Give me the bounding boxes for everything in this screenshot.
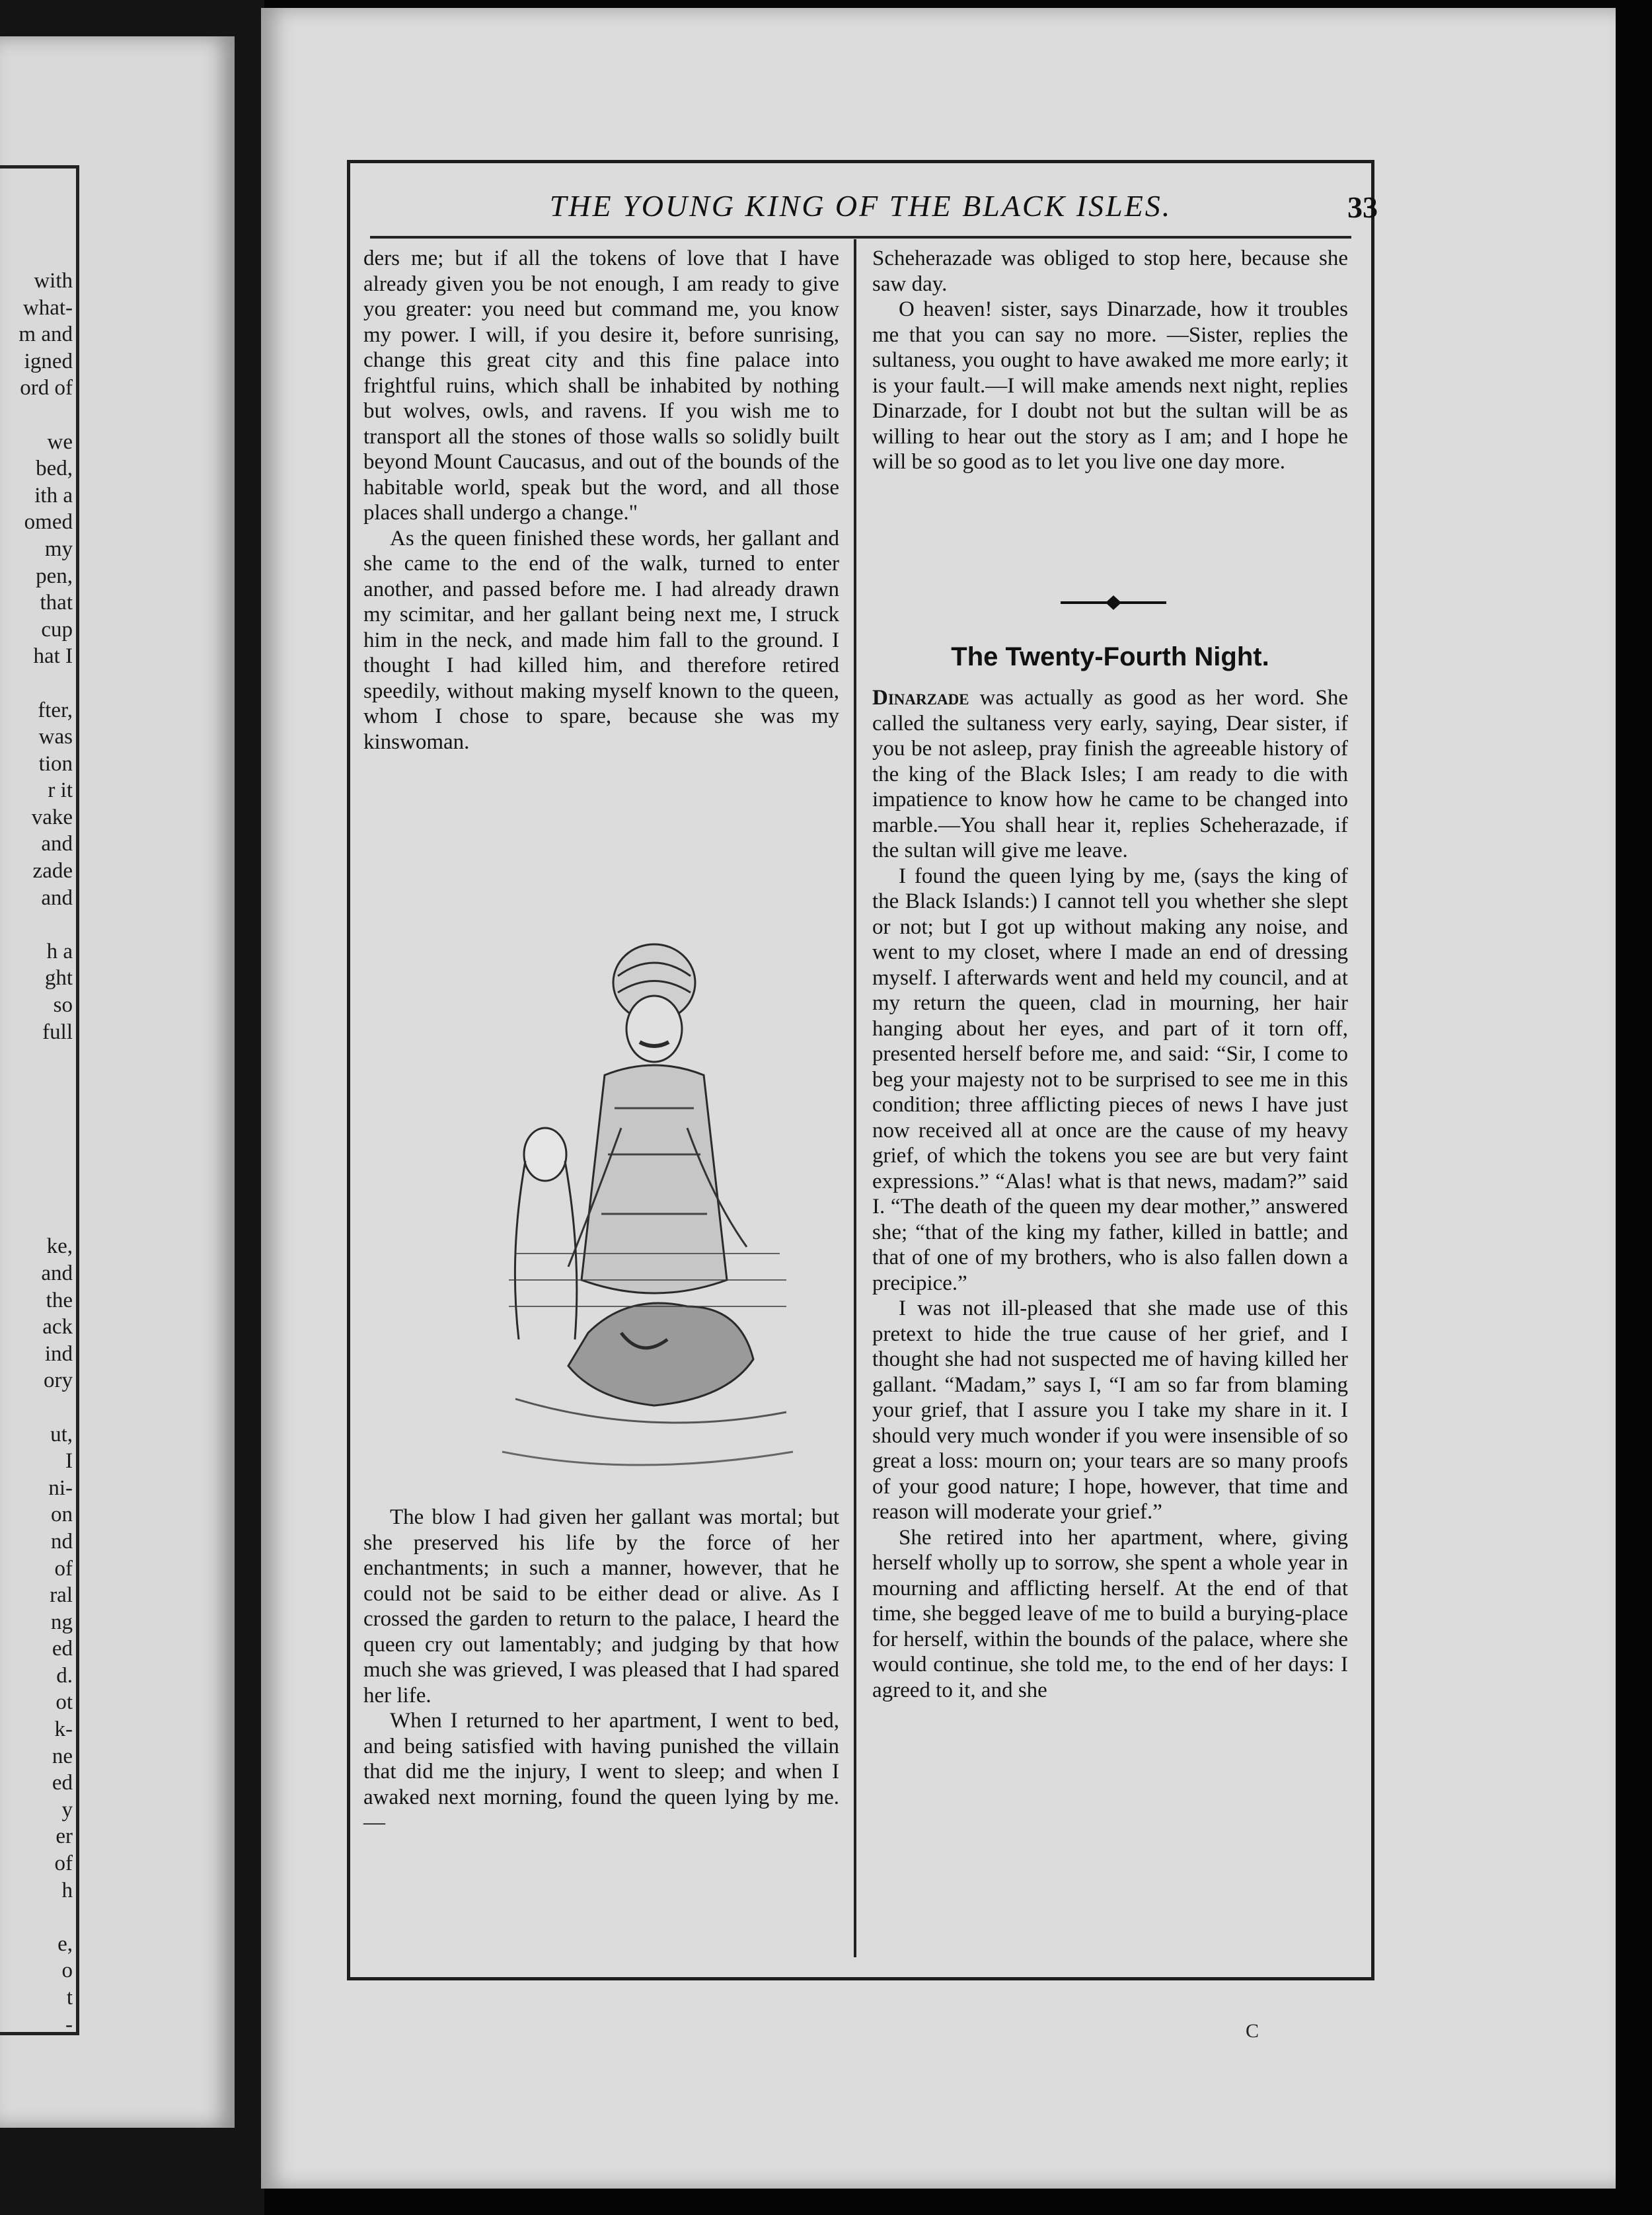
first-paragraph (872, 685, 1348, 864)
facing-page-fragment: of (54, 1852, 73, 1876)
facing-page-fragment: o (61, 1959, 73, 1983)
facing-page-fragment (0, 911, 73, 938)
facing-page-fragment: m and (19, 322, 73, 347)
facing-page-fragment: ut, (50, 1422, 73, 1446)
facing-page-fragment (0, 1099, 73, 1126)
facing-page-fragment (0, 402, 73, 429)
facing-page-fragment: vake (31, 805, 73, 829)
facing-page-fragment: so (53, 993, 73, 1018)
facing-page-fragment: of (54, 1556, 73, 1581)
facing-page-fragment (0, 1180, 73, 1207)
paragraph: Scheherazade was obliged to stop here, because she saw day. (872, 246, 1348, 296)
facing-page-fragment: ght (44, 966, 73, 991)
facing-page-fragment: that (40, 591, 73, 615)
facing-page-fragment: hat I (33, 644, 73, 669)
facing-page-fragment: fter, (38, 698, 73, 722)
facing-page-fragment: ed (52, 1637, 73, 1661)
facing-page-fragment: we (47, 430, 73, 454)
right-column-top-text (872, 246, 1348, 475)
facing-page-fragment: was (38, 725, 73, 749)
facing-page-fragment (0, 1072, 73, 1100)
facing-page-fragment (0, 1045, 73, 1072)
facing-page-fragment (0, 670, 73, 697)
facing-page-fragment (0, 1126, 73, 1153)
facing-page-text-fragments (0, 268, 73, 2038)
facing-page-fragment: ord of (20, 376, 73, 400)
facing-page-fragment: and (41, 885, 73, 910)
running-title: THE YOUNG KING OF THE BLACK ISLES. (549, 189, 1172, 223)
facing-page-fragment: full (42, 1020, 73, 1044)
paragraph: As the queen finished these words, her gallant and she came to the end of the walk, turned to enter another, and passed before me. I had already drawn my scimitar, and her gallant being next me, I struck him in the neck, and made him fall to the ground. I thought I had killed him, and therefore retired speedily, without making myself known to the queen, whom I chose to spare, because she was my kinswoman. (363, 526, 839, 754)
facing-page-fragment: ral (50, 1583, 73, 1608)
facing-page-fragment: bed, (36, 457, 73, 481)
facing-page-fragment: and (41, 1261, 73, 1285)
paragraph: I was not ill-pleased that she made use of this pretext to hide the true cause of her grief, and I thought she had not suspected me of having killed her gallant. “Madam,” says I, “I am so far from blaming your grief, that I assure you I take my share in it. I should very much wonder if you were insensible of so great a loss: mourn on; your tears are so many proofs of your good nature; I hope, however, that time and reason will moderate your grief.” (872, 1296, 1348, 1524)
book-page (261, 8, 1616, 2189)
paragraph: ders me; but if all the tokens of love that I have already given you be not enough, I am ready to give you greater: you need but command me, you know my power. I will, if you desire it, before sunrising, change this great city and this fine palace into frightful ruins, which shall be inhabited by nothing but wolves, owls, and ravens. If you wish me to transport all the stones of those walls so solidly built beyond Mount Caucasus, and out of the bounds of the habitable world, speak but the word, and all those places shall undergo a change." (363, 246, 839, 525)
facing-page-fragment (0, 1207, 73, 1234)
facing-page-fragment: er (56, 1824, 73, 1849)
left-column-bottom-text (363, 1505, 839, 1836)
facing-page-fragment: h (61, 1878, 73, 1902)
facing-page-fragment: ed (52, 1771, 73, 1795)
facing-page-fragment: d. (56, 1663, 73, 1688)
facing-page-fragment: e, (57, 1932, 73, 1956)
facing-page-fragment: igned (24, 349, 73, 373)
paragraph: O heaven! sister, says Dinarzade, how it troubles me that you can say no more. —Sister, replies the sultaness, you ought to have awaked me more early; it is your fault.—I will make amends next night, replies Dinarzade, for I doubt not but the sultan will be as willing to hear out the story as I am; and I hope he will be so good as to let you live one day more. (872, 297, 1348, 474)
page-number: 33 (1347, 190, 1378, 224)
section-ornament (1061, 593, 1166, 613)
first-paragraph-rest: was actually as good as her word. She called the sultaness very early, saying, Dear sister, if you be not asleep, pray finish the agreeable history of the king of the Black Isles; I am ready to die with impatience to know how he came to be changed into marble.—You shall hear it, replies Scheherazade, if the sultan will give me leave. (872, 686, 1348, 862)
facing-page-fragment: and (41, 832, 73, 856)
facing-page-fragment: I (65, 1449, 73, 1474)
lead-word: Dinarzade (872, 686, 969, 710)
facing-page-fragment: tion (38, 751, 73, 776)
signature-mark: C (1246, 2020, 1259, 2042)
left-column-top-text (363, 246, 839, 755)
header-rule (370, 236, 1351, 239)
facing-page-fragment: ith a (34, 483, 73, 507)
paragraph: The blow I had given her gallant was mortal; but she preserved his life by the force of her enchantments; in such a manner, however, that he could not be said to be either dead or alive. As I crossed the garden to return to the palace, I heard the queen cry out lamentably; and judging by that how much she was grieved, I was pleased that I had spared her life. (363, 1505, 839, 1708)
facing-page-fragment: r it (48, 778, 73, 803)
facing-page-fragment: ot (56, 1690, 73, 1715)
engraving-illustration (489, 936, 800, 1478)
facing-page-fragment: cup (41, 617, 73, 642)
facing-page-fragment: ind (44, 1341, 73, 1366)
column-divider (854, 239, 856, 1957)
paragraph: I found the queen lying by me, (says the king of the Black Islands:) I cannot tell you whether she slept or not; but I got up without making any noise, and went to my closet, where I made an end of dressing myself. I afterwards went and held my council, and at my return the queen, clad in mourning, her hair hanging about her eyes, and part of it torn off, presented herself before me, and said: “Sir, I come to beg your majesty not to be surprised to see me in this condition; three afflicting pieces of news I have just now received all at once are the cause of my heavy grief, of which the tokens you see are but very faint expressions.” “Alas! what is that news, madam?” said I. “The death of the queen my dear mother,” answered she; “that of the king my father, killed in battle; and that of one of my brothers, who is also fallen down a precipice.” (872, 864, 1348, 1295)
chapter-heading: The Twenty-Fourth Night. (951, 642, 1269, 671)
facing-page-fragment: ne (52, 1744, 73, 1768)
facing-page-fragment: y (61, 1797, 73, 1822)
facing-page (0, 36, 235, 2128)
facing-page-fragment: t (66, 1986, 73, 2009)
facing-page-fragment: my (44, 537, 73, 561)
facing-page-fragment: ory (44, 1369, 73, 1393)
facing-page-fragment: ke, (46, 1234, 73, 1259)
facing-page-fragment: what- (22, 295, 73, 320)
facing-page-fragment: ni- (48, 1476, 73, 1500)
facing-page-fragment: nd (51, 1529, 73, 1554)
facing-page-fragment (0, 1394, 73, 1421)
facing-page-fragment: zade (32, 859, 73, 883)
page-frame (347, 160, 1378, 1980)
paragraph: When I returned to her apartment, I went to bed, and being satisfied with having punished the villain that did me the injury, I went to sleep; and when I awaked next morning, found the queen lying by me.— (363, 1709, 839, 1834)
facing-page-fragment: omed (24, 510, 73, 535)
facing-page-fragment (0, 1153, 73, 1180)
paragraph: She retired into her apartment, where, giving herself wholly up to sorrow, she spent a whole year in mourning and afflicting herself. At the end of that time, she begged leave of me to build a burying-place for herself, within the bounds of the palace, where she would continue, she told me, to the end of her days: I agreed to it, and she (872, 1525, 1348, 1702)
facing-page-fragment: ack (42, 1315, 73, 1339)
facing-page-fragment: the (46, 1288, 73, 1312)
facing-page-fragment: with (34, 269, 73, 293)
facing-page-fragment: k- (54, 1717, 73, 1742)
facing-page-fragment: h a (46, 939, 73, 963)
facing-page-fragment: on (51, 1503, 73, 1527)
facing-page-fragment: - (65, 2012, 73, 2037)
facing-page-fragment (0, 1904, 73, 1931)
right-column-bottom-text (872, 685, 1348, 1703)
facing-page-fragment: ng (51, 1610, 73, 1634)
facing-page-fragment: pen, (36, 564, 73, 588)
